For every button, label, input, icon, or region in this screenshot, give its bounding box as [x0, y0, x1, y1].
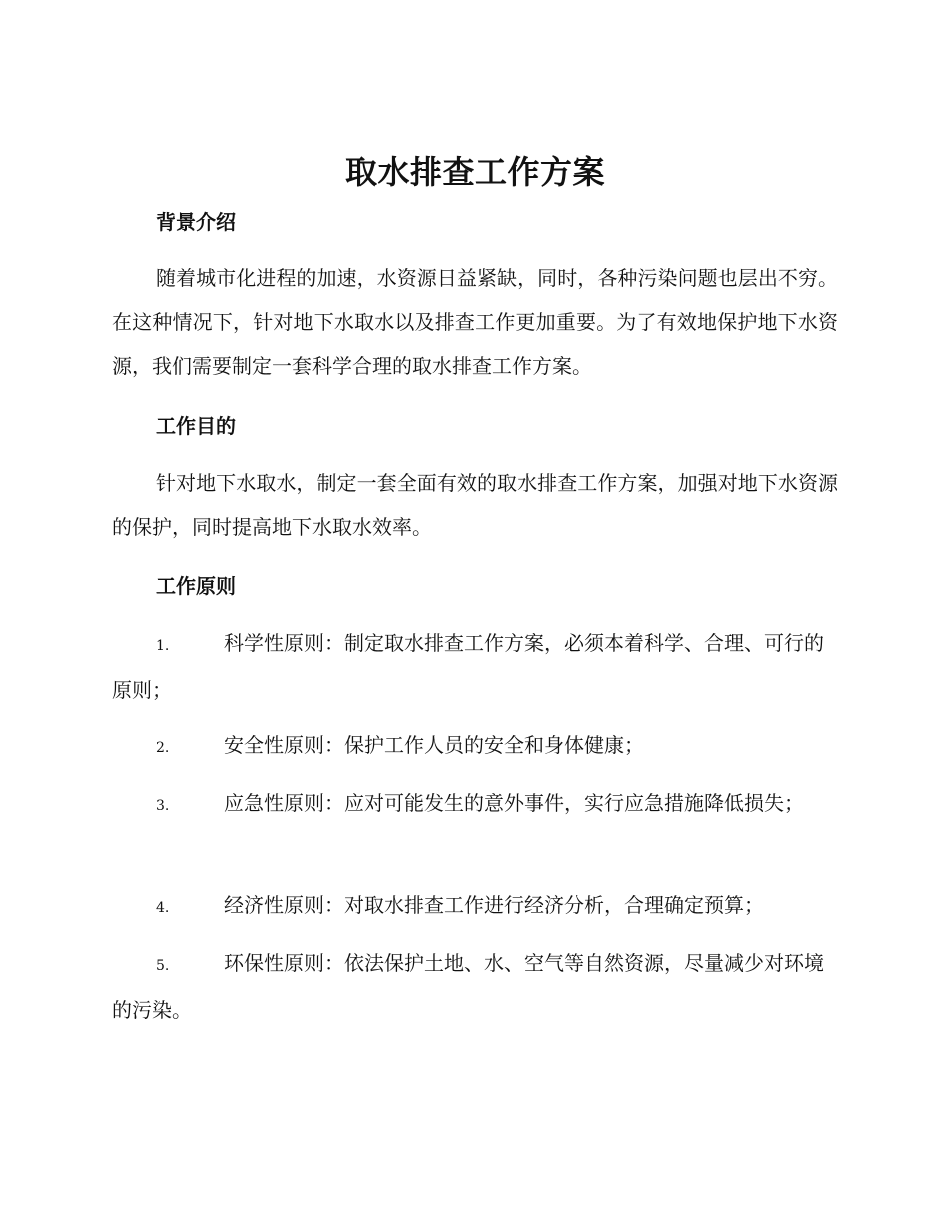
- list-item-number: 4.: [156, 900, 170, 916]
- list-item: [112, 723, 838, 770]
- list-item: [112, 941, 838, 1032]
- section-heading-principles: 工作原则: [156, 574, 236, 598]
- list-item-text: 应急性原则：应对可能发生的意外事件，实行应急措施降低损失；: [224, 791, 804, 815]
- section-heading-purpose: 工作目的: [156, 414, 236, 438]
- list-item: [112, 883, 838, 930]
- section-paragraph-background: 随着城市化进程的加速，水资源日益紧缺，同时，各种污染问题也层出不穷。在这种情况下，针对地下水取水以及排查工作更加重要。为了有效地保护地下水资源，我们需要制定一套科学合理的取水排查工作方案。: [112, 266, 838, 378]
- list-item-number: 2.: [156, 740, 170, 756]
- section-heading-background: 背景介绍: [156, 210, 236, 234]
- list-item-text: 安全性原则：保护工作人员的安全和身体健康；: [224, 733, 644, 757]
- list-item: [112, 621, 838, 712]
- list-item-text: 环保性原则：依法保护土地、水、空气等自然资源，尽量减少对环境的污染。: [112, 951, 824, 1022]
- list-item-number: 3.: [156, 798, 170, 814]
- list-item-number: 5.: [156, 958, 170, 974]
- list-item-text: 科学性原则：制定取水排查工作方案，必须本着科学、合理、可行的原则；: [112, 631, 824, 702]
- list-item-text: 经济性原则：对取水排查工作进行经济分析，合理确定预算；: [224, 893, 764, 917]
- section-paragraph-purpose: 针对地下水取水，制定一套全面有效的取水排查工作方案，加强对地下水资源的保护，同时提高地下水取水效率。: [112, 471, 838, 539]
- list-item: [112, 781, 838, 828]
- document-title: 取水排查工作方案: [344, 153, 605, 191]
- list-item-number: 1.: [156, 638, 170, 654]
